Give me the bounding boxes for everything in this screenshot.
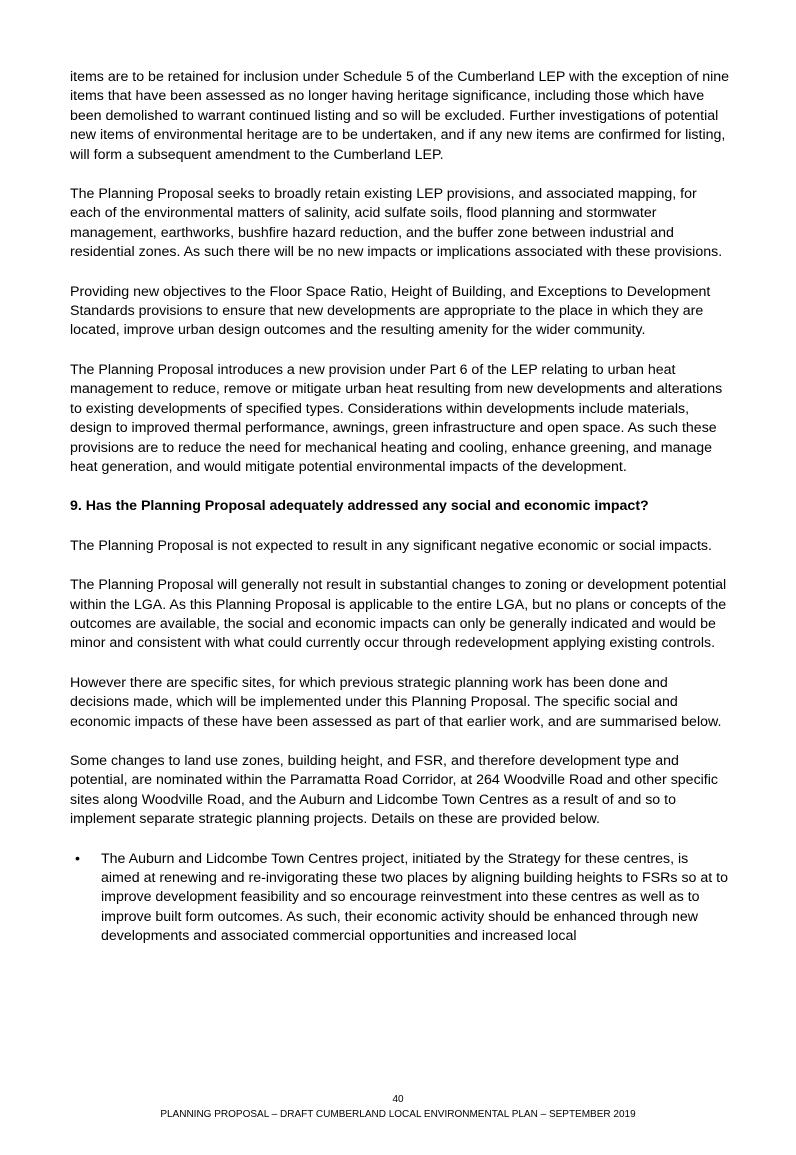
list-item-text: The Auburn and Lidcombe Town Centres project, initiated by the Strategy for these centres, is aimed at renewing and re-invigorating these two places by aligning building heights to FSRs so at to improve development feasibility and so encourage reinvestment into these centres as well as to improve built form outcomes. As such, their economic activity should be enhanced through new developments and associated commercial opportunities and increased local: [101, 850, 728, 945]
body-paragraph-urban-heat: The Planning Proposal introduces a new provision under Part 6 of the LEP relating to urban heat management to reduce, remove or mitigate urban heat resulting from new developments and alterations to existing developments of specified types. Considerations within developments include materials, design to improved thermal performance, awnings, green infrastructure and open space. As such these provisions are to reduce the need for mechanical heating and cooling, enhance greening, and manage heat generation, and would mitigate potential environmental impacts of the development.: [70, 361, 723, 475]
list-item: [70, 850, 730, 947]
body-paragraph-zoning-changes: The Planning Proposal will generally not result in substantial changes to zoning or development potential within the LGA. As this Planning Proposal is applicable to the entire LGA, but no plans or concepts of the outcomes are available, the social and economic impacts can only be generally indicated and would be minor and consistent with what could currently occur through redevelopment applying existing controls.: [70, 577, 727, 652]
body-paragraph-heritage: items are to be retained for inclusion under Schedule 5 of the Cumberland LEP with the exception of nine items that have been assessed as no longer having heritage significance, including those which have been demolished to warrant continued listing and so will be excluded. Further investigations of potential new items of environmental heritage are to be undertaken, and if any new items are confirmed for listing, will form a subsequent amendment to the Cumberland LEP.: [70, 69, 730, 163]
document-page: [70, 68, 730, 947]
page-number: 40: [392, 1094, 404, 1105]
section-heading: 9. Has the Planning Proposal adequately addressed any social and economic impact?: [70, 498, 649, 515]
body-paragraph-new-objectives: Providing new objectives to the Floor Space Ratio, Height of Building, and Exceptions to Development Standards provisions to ensure that new developments are appropriate to the place in which they are located, improve urban design outcomes and the resulting amenity for the wider community.: [70, 283, 711, 339]
footer-text: PLANNING PROPOSAL – DRAFT CUMBERLAND LOCAL ENVIRONMENTAL PLAN – SEPTEMBER 2019: [160, 1109, 636, 1120]
bullet-list: [70, 850, 730, 947]
body-paragraph-land-use-zones: Some changes to land use zones, building height, and FSR, and therefore development type and potential, are nominated within the Parramatta Road Corridor, at 264 Woodville Road and other specific sites along Woodville Road, and the Auburn and Lidcombe Town Centres as a result of and so to implement separate strategic planning projects. Details on these are provided below.: [70, 752, 718, 828]
body-paragraph-specific-sites: However there are specific sites, for which previous strategic planning work has been done and decisions made, which will be implemented under this Planning Proposal. The specific social and economic impacts of these have been assessed as part of that earlier work, and are summarised below.: [70, 674, 722, 730]
body-paragraph-environmental-provisions: The Planning Proposal seeks to broadly retain existing LEP provisions, and associated mapping, for each of the environmental matters of salinity, acid sulfate soils, flood planning and stormwater management, earthworks, bushfire hazard reduction, and the buffer zone between industrial and residential zones. As such there will be no new impacts or implications associated with these provisions.: [70, 186, 723, 261]
body-paragraph-no-negative-impacts: The Planning Proposal is not expected to result in any significant negative economic or social impacts.: [70, 537, 712, 554]
bullet-icon: •: [75, 850, 80, 867]
